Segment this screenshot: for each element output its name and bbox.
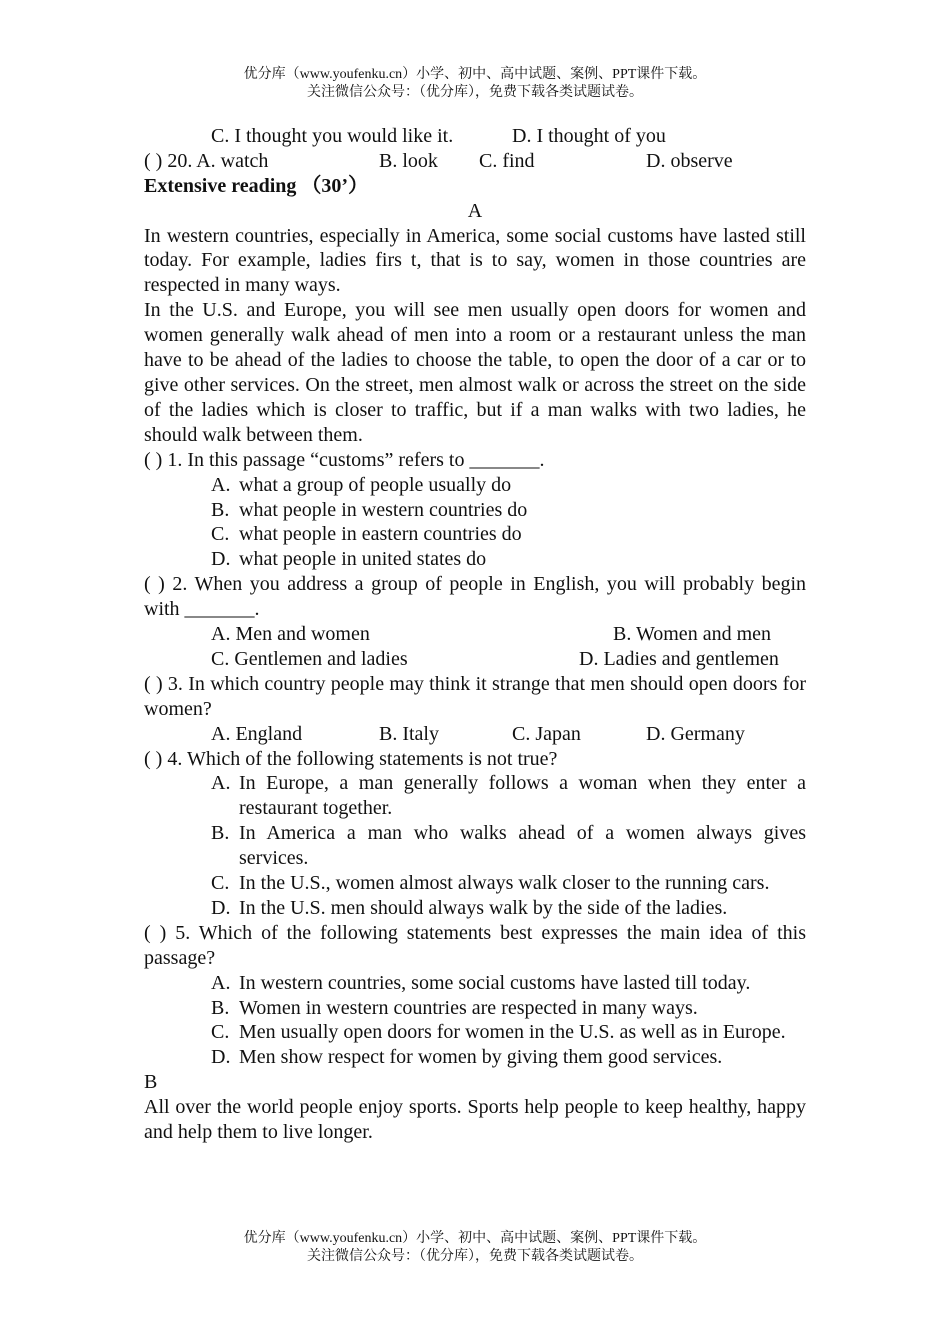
footer-line-1: 优分库（www.youfenku.cn）小学、初中、高中试题、案例、PPT课件下载。	[243, 1231, 707, 1246]
q1-option-a	[144, 473, 806, 498]
q3-option-a: A. England	[211, 722, 303, 745]
q1-option-c	[144, 522, 806, 547]
option-text: what people in eastern countries do	[239, 523, 522, 546]
option-letter: D.	[211, 548, 231, 571]
option-text: In America a man who walks ahead of a women always gives services.	[239, 822, 806, 870]
q20-row	[144, 149, 806, 174]
option-text: what a group of people usually do	[239, 473, 512, 496]
q19-options-row	[144, 124, 806, 149]
option-text: In the U.S. men should always walk by the side of the ladies.	[239, 896, 728, 919]
q1-option-b	[144, 498, 806, 523]
header-line-2: 关注微信公众号：（优分库），免费下载各类试题试卷。	[307, 85, 643, 100]
section-title: Extensive reading （30’）	[144, 174, 369, 197]
option-letter: A.	[211, 772, 231, 795]
option-letter: B.	[211, 822, 230, 845]
passage-b-paragraph-1: All over the world people enjoy sports. Sports help people to keep healthy, happy and help them to live longer.	[144, 1096, 806, 1144]
q2-options-row-2	[144, 647, 806, 672]
option-letter: B.	[211, 498, 230, 521]
q4-stem: ( ) 4. Which of the following statements is not true?	[144, 747, 558, 770]
page-footer	[0, 1230, 950, 1266]
q20-option-c: C. find	[479, 149, 535, 172]
header-line-1: 优分库（www.youfenku.cn）小学、初中、高中试题、案例、PPT课件下载。	[243, 67, 707, 82]
q5-option-a	[144, 971, 806, 996]
q4-option-c	[144, 871, 806, 896]
option-letter: A.	[211, 971, 231, 994]
page-content	[144, 124, 806, 1145]
q5-option-b	[144, 996, 806, 1021]
passage-a-paragraph-2: In the U.S. and Europe, you will see men usually open doors for women and women generally walk ahead of men into a room or a restaurant unless the man have to be ahead of the ladies to choose the table, to open the door of a car or to give other services. On the street, men almost walk or across the street on the side of the ladies which is closer to traffic, but if a man walks with two ladies, he should walk between them.	[144, 299, 806, 446]
passage-a-paragraph-1: In western countries, especially in America, some social customs have lasted still today. For example, ladies firs t, that is to say, women in those countries are respected in many ways.	[144, 224, 806, 297]
q19-option-d: D. I thought of you	[512, 125, 666, 147]
option-letter: A.	[211, 473, 231, 496]
q4-option-a	[144, 771, 806, 821]
q4-option-d	[144, 896, 806, 921]
option-letter: C.	[211, 1021, 230, 1044]
q2-option-b: B. Women and men	[613, 623, 771, 646]
passage-b-label: B	[144, 1071, 158, 1094]
option-text: what people in united states do	[239, 548, 487, 571]
option-letter: D.	[211, 896, 231, 919]
option-letter: C.	[211, 872, 230, 895]
q3-option-b: B. Italy	[379, 722, 439, 745]
footer-line-2: 关注微信公众号：（优分库），免费下载各类试题试卷。	[307, 1249, 643, 1264]
option-letter: D.	[211, 1046, 231, 1069]
q19-option-c: C. I thought you would like it.	[211, 125, 454, 147]
q2-stem: ( ) 2. When you address a group of people in English, you will probably begin with _______.	[144, 573, 806, 621]
q5-option-c	[144, 1020, 806, 1045]
q4-option-b	[144, 821, 806, 871]
option-letter: C.	[211, 523, 230, 546]
q2-option-a: A. Men and women	[211, 623, 370, 646]
q20-option-d: D. observe	[646, 149, 733, 172]
q3-option-d: D. Germany	[646, 722, 745, 745]
page-header	[0, 66, 950, 102]
option-text: In Europe, a man generally follows a woman when they enter a restaurant together.	[239, 772, 806, 820]
q5-stem: ( ) 5. Which of the following statements best expresses the main idea of this passage?	[144, 921, 806, 969]
q3-stem: ( ) 3. In which country people may think it strange that men should open doors for women?	[144, 672, 806, 720]
q20-option-b: B. look	[379, 149, 438, 172]
q3-options-row	[144, 722, 806, 747]
q1-stem: ( ) 1. In this passage “customs” refers to _______.	[144, 448, 545, 471]
q5-option-d	[144, 1045, 806, 1070]
q2-options-row-1	[144, 622, 806, 647]
option-text: Men usually open doors for women in the U.S. as well as in Europe.	[239, 1021, 786, 1044]
q2-option-c: C. Gentlemen and ladies	[211, 647, 408, 670]
option-letter: B.	[211, 996, 230, 1019]
q20-stem: ( ) 20. A. watch	[144, 149, 269, 172]
option-text: In western countries, some social customs have lasted till today.	[239, 971, 751, 994]
q1-option-d	[144, 547, 806, 572]
option-text: In the U.S., women almost always walk closer to the running cars.	[239, 872, 770, 895]
q3-option-c: C. Japan	[512, 722, 581, 745]
option-text: Men show respect for women by giving them good services.	[239, 1046, 723, 1069]
q2-option-d: D. Ladies and gentlemen	[579, 647, 779, 670]
option-text: what people in western countries do	[239, 498, 528, 521]
passage-a-label: A	[467, 199, 483, 222]
option-text: Women in western countries are respected in many ways.	[239, 996, 698, 1019]
